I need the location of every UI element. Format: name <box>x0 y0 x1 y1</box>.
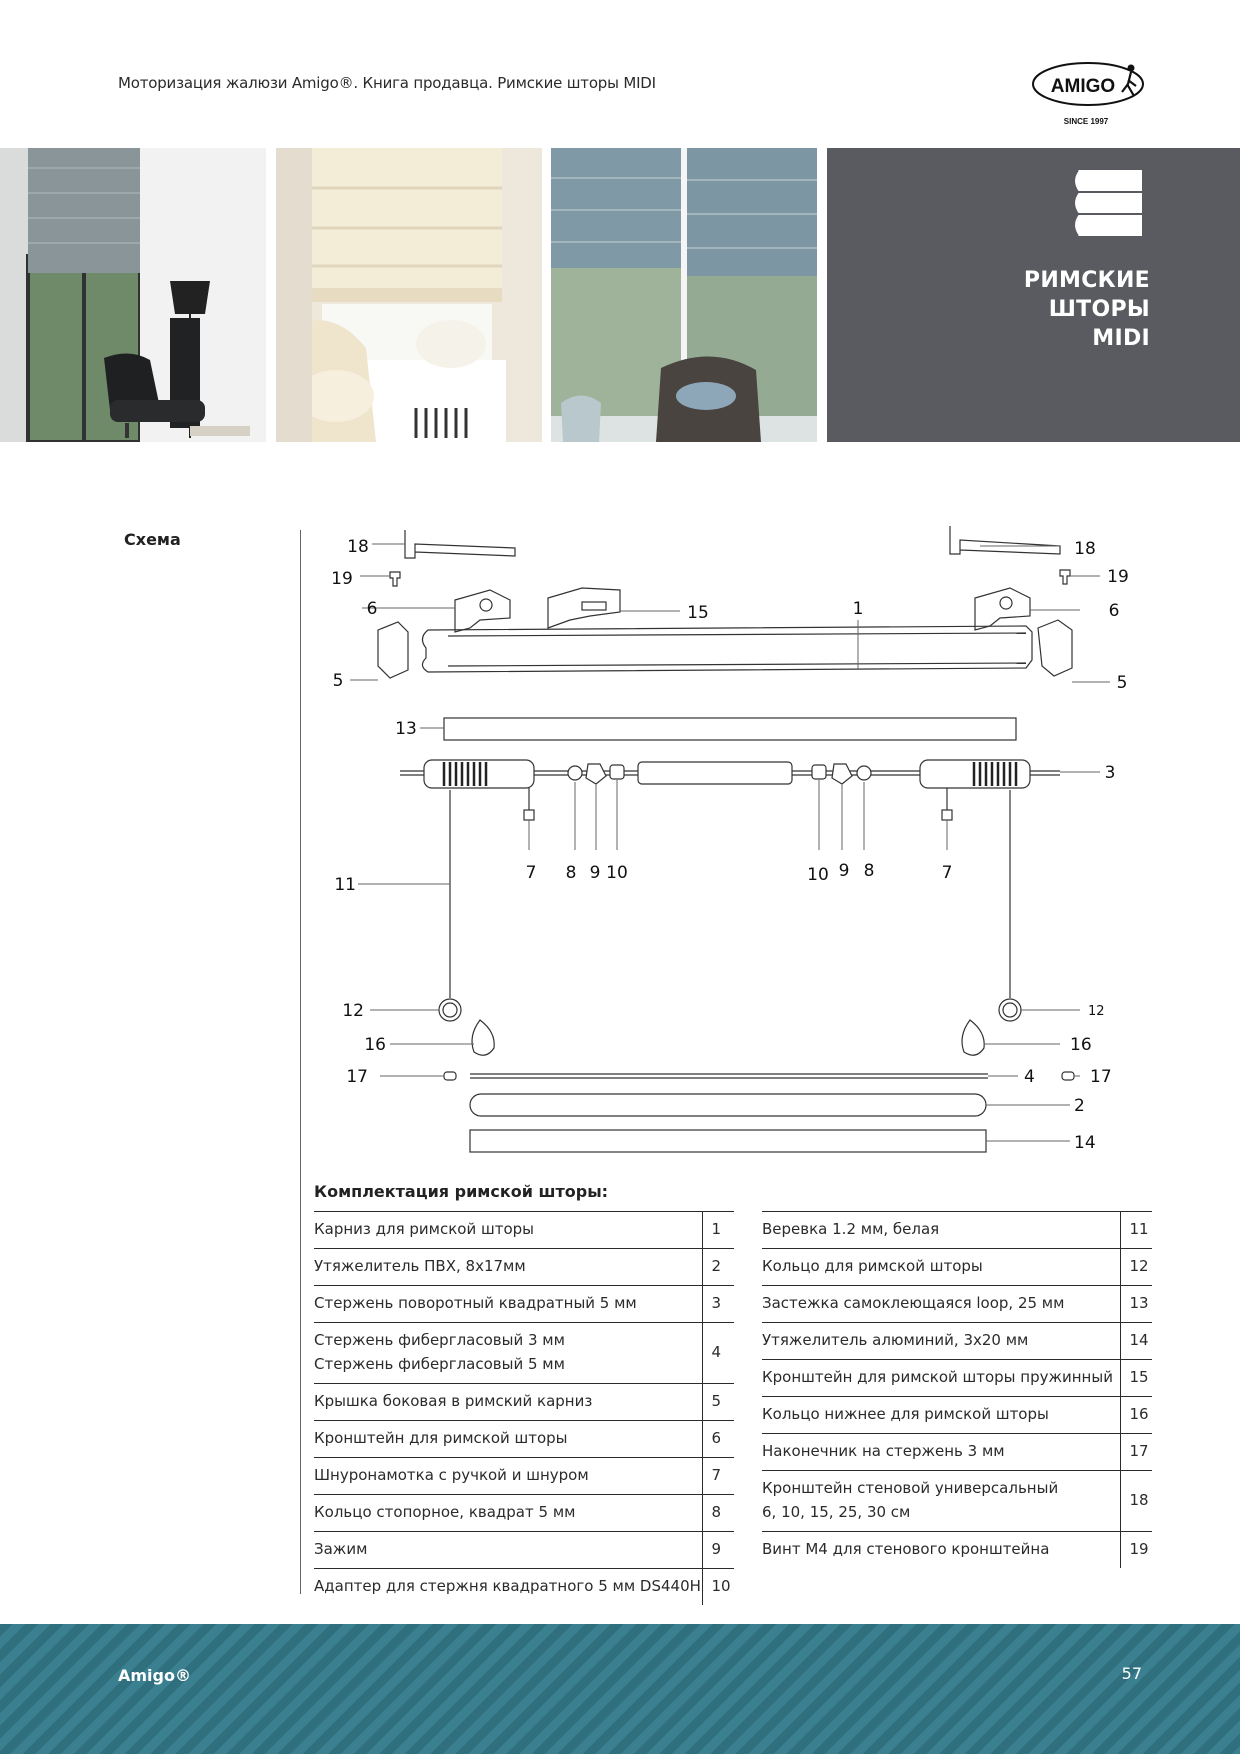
kit-item-name: Веревка 1.2 мм, белая <box>762 1212 1120 1249</box>
callout-11: 11 <box>334 875 356 895</box>
footer-brand: Amigo® <box>118 1666 191 1685</box>
kit-item-line-2: Стержень фибергласовый 5 мм <box>314 1355 565 1373</box>
kit-item-num: 9 <box>702 1532 734 1569</box>
photo-window-seat <box>276 148 542 442</box>
amigo-logo <box>1030 58 1154 128</box>
callout-12-left: 12 <box>342 1001 364 1021</box>
callout-4: 4 <box>1024 1067 1035 1087</box>
category-panel <box>827 148 1240 442</box>
kit-item-name <box>314 1323 702 1384</box>
kit-item-num: 10 <box>702 1569 734 1606</box>
kit-item-name: Адаптер для стержня квадратного 5 мм DS440H <box>314 1569 702 1606</box>
table-row <box>762 1397 1152 1434</box>
kit-item-name: Наконечник на стержень 3 мм <box>762 1434 1120 1471</box>
kit-item-num: 11 <box>1120 1212 1152 1249</box>
kit-item-num: 14 <box>1120 1323 1152 1360</box>
photo-armchair <box>551 148 817 442</box>
screw-left <box>390 572 400 586</box>
callout-15: 15 <box>687 603 709 623</box>
kit-item-name: Утяжелитель алюминий, 3х20 мм <box>762 1323 1120 1360</box>
wall-bracket-right <box>950 526 1060 554</box>
pvc-weight <box>470 1094 986 1116</box>
callout-6-left: 6 <box>366 599 378 619</box>
kit-item-num: 19 <box>1120 1532 1152 1569</box>
kit-item-line-2: 6, 10, 15, 25, 30 см <box>762 1503 911 1521</box>
end-cap-left <box>378 622 408 678</box>
stop-ring-right <box>857 766 871 780</box>
end-cap-right <box>1038 620 1072 676</box>
callout-19-right: 19 <box>1107 567 1129 587</box>
table-row <box>314 1421 734 1458</box>
kit-item-line-1: Стержень фибергласовый 3 мм <box>314 1331 565 1349</box>
page-number: 57 <box>1121 1664 1142 1683</box>
kit-item-num: 2 <box>702 1249 734 1286</box>
spring-bracket <box>548 588 620 628</box>
table-row <box>314 1286 734 1323</box>
callout-18-right: 18 <box>1074 539 1096 559</box>
player-figure-icon <box>1128 65 1135 72</box>
roman-blind-icon <box>1072 168 1144 240</box>
kit-item-num: 12 <box>1120 1249 1152 1286</box>
table-row <box>762 1434 1152 1471</box>
callout-16-right: 16 <box>1070 1035 1092 1055</box>
kit-table-left <box>314 1211 734 1605</box>
callout-12-right: 12 <box>1088 1004 1105 1019</box>
section-divider <box>300 530 301 1594</box>
footer <box>0 1624 1240 1754</box>
callout-16-left: 16 <box>364 1035 386 1055</box>
clamp-left <box>586 764 606 784</box>
callout-8-left: 8 <box>565 863 577 883</box>
kit-item-num: 3 <box>702 1286 734 1323</box>
callout-2: 2 <box>1074 1096 1085 1116</box>
callout-18-left: 18 <box>347 537 369 557</box>
cord-winder-handle-left <box>524 810 534 820</box>
callout-7-left: 7 <box>525 863 537 883</box>
callout-7-right: 7 <box>941 863 953 883</box>
kit-item-name: Утяжелитель ПВХ, 8х17мм <box>314 1249 702 1286</box>
kit-item-num: 4 <box>702 1323 734 1384</box>
cord-winder-handle-right <box>942 810 952 820</box>
category-title-line-3: MIDI <box>1092 326 1150 351</box>
callout-9-left: 9 <box>589 863 601 883</box>
velcro-strip <box>444 718 1016 740</box>
clamp-right <box>832 764 852 784</box>
cornice-bracket-left <box>455 590 510 632</box>
kit-item-num: 17 <box>1120 1434 1152 1471</box>
kit-table-right <box>762 1211 1152 1568</box>
bottom-ring-left <box>472 1020 494 1055</box>
callout-17-right: 17 <box>1090 1067 1112 1087</box>
kit-item-name: Кронштейн для римской шторы <box>314 1421 702 1458</box>
callout-13: 13 <box>395 719 417 739</box>
kit-title: Комплектация римской шторы: <box>314 1182 609 1201</box>
callout-5-right: 5 <box>1116 673 1128 693</box>
kit-item-num: 6 <box>702 1421 734 1458</box>
callout-10-left: 10 <box>606 863 628 883</box>
kit-item-name: Кронштейн для римской шторы пружинный <box>762 1360 1120 1397</box>
kit-item-num: 15 <box>1120 1360 1152 1397</box>
kit-item-name: Винт М4 для стенового кронштейна <box>762 1532 1120 1569</box>
ring-left <box>439 999 461 1021</box>
screw-right <box>1060 570 1070 584</box>
kit-item-name <box>762 1471 1120 1532</box>
kit-item-line-1: Кронштейн стеновой универсальный <box>762 1479 1059 1497</box>
kit-item-name: Кольцо для римской шторы <box>762 1249 1120 1286</box>
kit-item-name: Кольцо стопорное, квадрат 5 мм <box>314 1495 702 1532</box>
aluminium-weight <box>470 1130 986 1152</box>
table-row <box>762 1323 1152 1360</box>
motor-tube <box>638 762 792 784</box>
table-row <box>762 1212 1152 1249</box>
kit-item-name: Зажим <box>314 1532 702 1569</box>
adapter-right <box>812 765 826 779</box>
table-row <box>314 1323 734 1384</box>
ring-right <box>999 999 1021 1021</box>
callout-14: 14 <box>1074 1133 1096 1153</box>
callout-5-left: 5 <box>332 671 344 691</box>
table-row <box>762 1360 1152 1397</box>
logo-name: AMIGO <box>1050 76 1116 97</box>
callout-6-right: 6 <box>1108 601 1120 621</box>
callout-3: 3 <box>1104 763 1116 783</box>
header-title: Моторизация жалюзи Amigo®. Книга продавца. Римские шторы MIDI <box>118 74 656 92</box>
kit-item-name: Застежка самоклеющаяся loop, 25 мм <box>762 1286 1120 1323</box>
callout-19-left: 19 <box>331 569 353 589</box>
exploded-diagram <box>320 520 1150 1160</box>
category-title-line-1: РИМСКИЕ <box>1023 268 1150 293</box>
callout-9-right: 9 <box>838 861 850 881</box>
category-title <box>1024 266 1150 353</box>
kit-item-num: 1 <box>702 1212 734 1249</box>
table-row <box>314 1249 734 1286</box>
bottom-ring-right <box>962 1020 984 1055</box>
kit-item-name: Стержень поворотный квадратный 5 мм <box>314 1286 702 1323</box>
table-row <box>314 1458 734 1495</box>
table-row <box>314 1532 734 1569</box>
section-label: Схема <box>124 530 181 549</box>
kit-item-num: 5 <box>702 1384 734 1421</box>
kit-item-name: Кольцо нижнее для римской шторы <box>762 1397 1120 1434</box>
kit-item-num: 16 <box>1120 1397 1152 1434</box>
kit-item-num: 8 <box>702 1495 734 1532</box>
rod-tip-right <box>1062 1072 1074 1080</box>
kit-item-name: Шнуронамотка с ручкой и шнуром <box>314 1458 702 1495</box>
stop-ring-left <box>568 766 582 780</box>
table-row <box>762 1286 1152 1323</box>
table-row <box>314 1212 734 1249</box>
adapter-left <box>610 765 624 779</box>
table-row <box>762 1249 1152 1286</box>
table-row <box>314 1569 734 1606</box>
category-title-line-2: ШТОРЫ <box>1048 297 1150 322</box>
cornice-bracket-right <box>975 588 1030 630</box>
callout-8-right: 8 <box>863 861 875 881</box>
table-row <box>314 1384 734 1421</box>
callout-10-right: 10 <box>807 865 829 885</box>
table-row <box>314 1495 734 1532</box>
photo-living-room <box>0 148 266 442</box>
kit-item-num: 18 <box>1120 1471 1152 1532</box>
logo-tagline: SINCE 1997 <box>1063 117 1109 126</box>
kit-item-name: Крышка боковая в римский карниз <box>314 1384 702 1421</box>
callout-17-left: 17 <box>346 1067 368 1087</box>
table-row <box>762 1532 1152 1569</box>
rod-tip-left <box>444 1072 456 1080</box>
wall-bracket-left <box>405 530 515 558</box>
kit-item-name: Карниз для римской шторы <box>314 1212 702 1249</box>
kit-item-num: 13 <box>1120 1286 1152 1323</box>
table-row <box>762 1471 1152 1532</box>
kit-item-num: 7 <box>702 1458 734 1495</box>
callout-1: 1 <box>852 599 864 619</box>
